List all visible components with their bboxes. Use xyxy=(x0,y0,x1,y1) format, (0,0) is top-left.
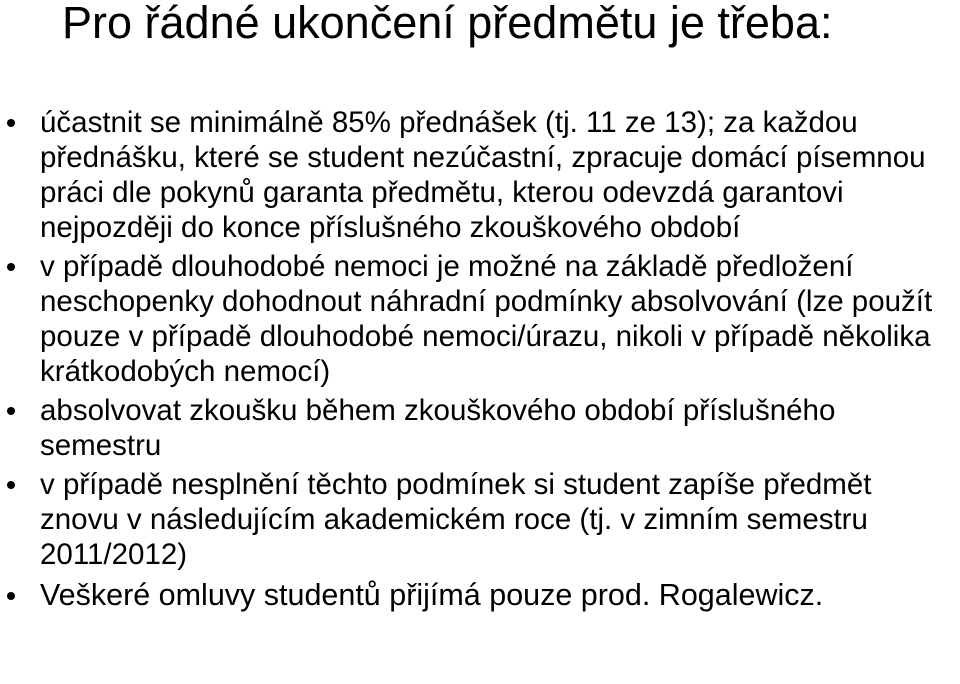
bullet-item-illness xyxy=(0,249,960,389)
bullet-dot-icon xyxy=(7,481,15,489)
bullet-dot-icon xyxy=(7,592,15,600)
bullet-dot-icon xyxy=(7,119,15,127)
bullet-text: účastnit se minimálně 85% přednášek (tj. 11 ze 13); za každou přednášku, které se student nezúčastní, zpracuje domácí písemnou práci dle pokynů garanta předmětu, kterou odevzdá garantovi nejpozději do konce příslušného zkouškového období xyxy=(40,106,926,244)
bullet-item-reenroll xyxy=(0,467,960,572)
bullet-item-excuses xyxy=(0,578,960,613)
bullet-list xyxy=(0,105,960,617)
bullet-text: absolvovat zkoušku během zkouškového období příslušného semestru xyxy=(40,394,836,462)
bullet-text: v případě dlouhodobé nemoci je možné na základě předložení neschopenky dohodnout náhradní podmínky absolvování (lze použít pouze v případě dlouhodobé nemoci/úrazu, nikoli v případě několika krátkodobých nemocí) xyxy=(40,250,933,388)
bullet-item-exam xyxy=(0,393,960,463)
bullet-dot-icon xyxy=(7,263,15,271)
bullet-text: Veškeré omluvy studentů přijímá pouze prod. Rogalewicz. xyxy=(40,578,824,612)
bullet-text: v případě nesplnění těchto podmínek si student zapíše předmět znovu v následujícím akademickém roce (tj. v zimním semestru 2011/2012) xyxy=(40,468,872,571)
bullet-item-attendance xyxy=(0,105,960,245)
bullet-dot-icon xyxy=(7,407,15,415)
slide-title: Pro řádné ukončení předmětu je třeba: xyxy=(62,0,833,48)
